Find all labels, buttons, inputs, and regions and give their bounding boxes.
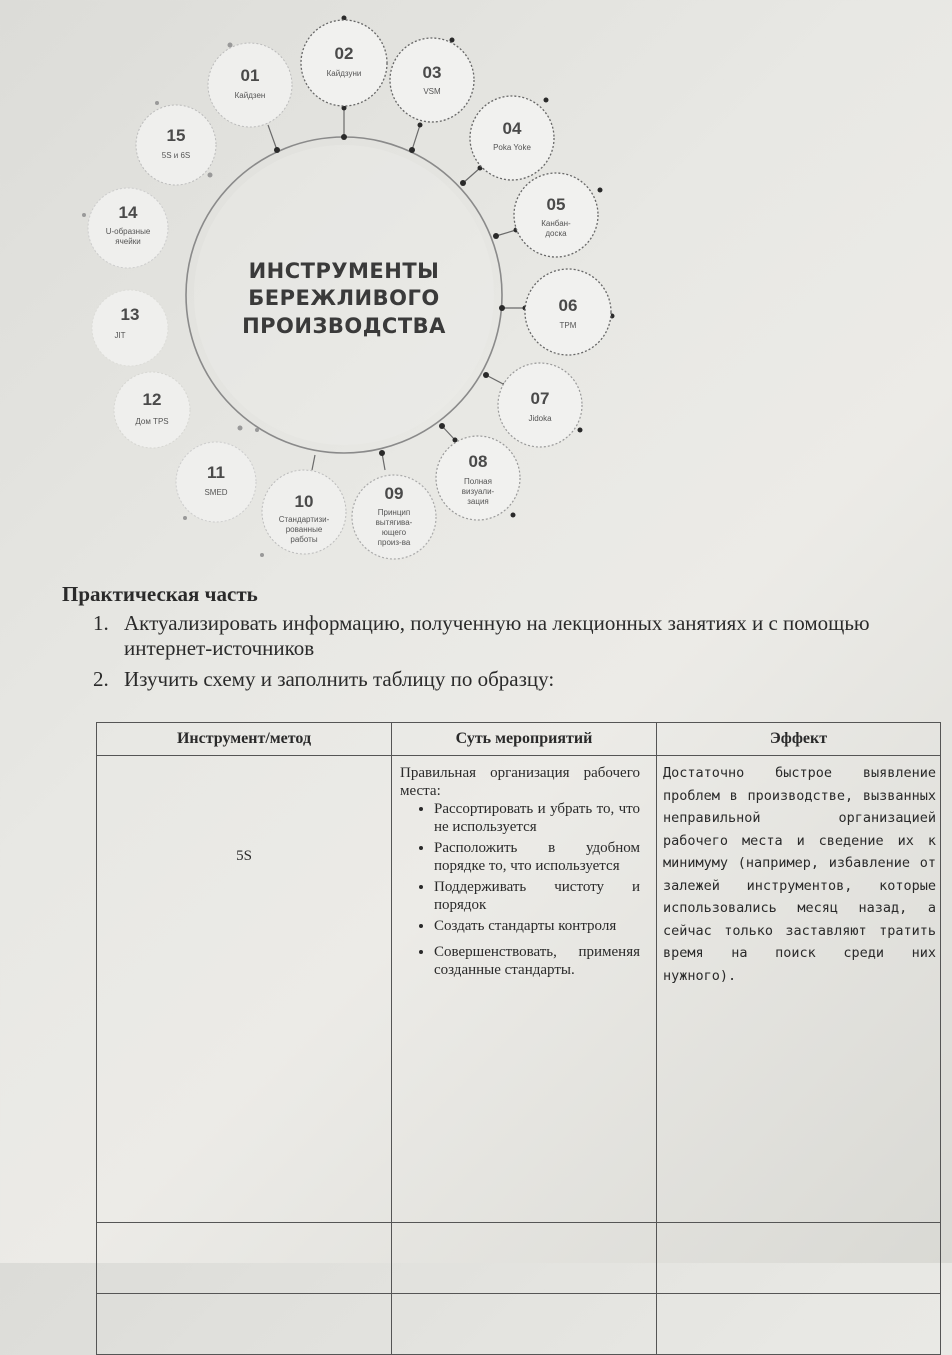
- svg-text:15: 15: [166, 126, 186, 145]
- node-13: [92, 290, 168, 366]
- node-14: [88, 188, 168, 268]
- cell-tool: 5S: [97, 756, 392, 1223]
- center-title-line1: ИНСТРУМЕНТЫ: [248, 259, 440, 283]
- practice-heading: Практическая часть: [62, 582, 258, 606]
- svg-text:11: 11: [207, 463, 225, 482]
- task-list: [62, 611, 942, 692]
- cell-effect: Достаточно быстрое выявление проблем в производстве, вызванных неправильной организацией рабочего места и сведение их к минимуму (например, избавление от залежей инструментов, которые использовались месяц назад, а сейчас только заставляют тратить время на поиск среди них нужного).: [657, 756, 941, 1223]
- essence-intro: Правильная организация рабочего места:: [400, 765, 640, 799]
- svg-text:13: 13: [120, 305, 140, 324]
- svg-text:вытягива-: вытягива-: [375, 518, 413, 527]
- empty-cell[interactable]: [392, 1223, 657, 1294]
- svg-text:10: 10: [294, 492, 314, 511]
- table-row: [97, 1294, 941, 1355]
- svg-text:12: 12: [142, 390, 162, 409]
- svg-text:TPM: TPM: [559, 321, 577, 330]
- svg-text:07: 07: [530, 389, 550, 408]
- svg-text:Полная: Полная: [464, 477, 492, 486]
- svg-text:Jidoka: Jidoka: [528, 414, 552, 423]
- svg-text:Принцип: Принцип: [377, 508, 411, 517]
- svg-text:08: 08: [468, 452, 488, 471]
- svg-text:произ-ва: произ-ва: [377, 538, 411, 547]
- svg-text:U-образные: U-образные: [105, 227, 151, 236]
- svg-text:Стандартизи-: Стандартизи-: [278, 515, 330, 524]
- empty-cell[interactable]: [97, 1223, 392, 1294]
- svg-text:доска: доска: [545, 229, 567, 238]
- center-title-line2: БЕРЕЖЛИВОГО: [248, 286, 440, 310]
- tools-table: [96, 722, 941, 1355]
- node-11: [176, 442, 256, 522]
- list-item: • Расположить в удобном порядке то, что используется: [434, 839, 640, 875]
- svg-text:Дом TPS: Дом TPS: [135, 417, 169, 426]
- lean-tools-diagram: [0, 0, 952, 590]
- svg-text:Кайдзуни: Кайдзуни: [326, 69, 362, 78]
- svg-text:работы: работы: [290, 535, 318, 544]
- list-item: • Создать стандарты контроля: [434, 917, 640, 935]
- svg-text:5S и 6S: 5S и 6S: [161, 151, 191, 160]
- header-essence: Суть мероприятий: [392, 723, 657, 756]
- table-row: [97, 756, 941, 1223]
- node-10: [262, 470, 346, 554]
- practice-section: [62, 582, 942, 698]
- node-09: [352, 475, 436, 559]
- node-05: [514, 173, 598, 257]
- center-title-line3: ПРОИЗВОДСТВА: [242, 314, 446, 338]
- node-15: [136, 105, 216, 185]
- node-12: [114, 372, 190, 448]
- list-item: • Поддерживать чистоту и порядок: [434, 878, 640, 914]
- svg-text:02: 02: [334, 44, 354, 63]
- empty-cell[interactable]: [392, 1294, 657, 1355]
- svg-text:05: 05: [546, 195, 566, 214]
- svg-text:ющего: ющего: [381, 528, 407, 537]
- cell-essence: [392, 756, 657, 1223]
- essence-list: [400, 800, 640, 979]
- table-row: [97, 1223, 941, 1294]
- svg-text:Кайдзен: Кайдзен: [234, 91, 266, 100]
- list-item: • Рассортировать и убрать то, что не используется: [434, 800, 640, 836]
- svg-text:Poka Yoke: Poka Yoke: [493, 143, 531, 152]
- header-effect: Эффект: [657, 723, 941, 756]
- svg-text:14: 14: [118, 203, 138, 222]
- svg-text:06: 06: [558, 296, 578, 315]
- svg-text:09: 09: [384, 484, 404, 503]
- node-01: [208, 43, 292, 127]
- empty-cell[interactable]: [657, 1294, 941, 1355]
- svg-text:зация: зация: [467, 497, 489, 506]
- list-item: • Совершенствовать, применяя созданные стандарты.: [434, 943, 640, 979]
- task-item: 1. Актуализировать информацию, полученную на лекционных занятиях и с помощью интернет-источников: [114, 611, 942, 661]
- empty-cell[interactable]: [97, 1294, 392, 1355]
- node-06: [525, 269, 611, 355]
- svg-text:01: 01: [240, 66, 260, 85]
- header-tool: Инструмент/метод: [97, 723, 392, 756]
- svg-text:визуали-: визуали-: [461, 487, 495, 496]
- node-02: [301, 20, 387, 106]
- svg-text:Канбан-: Канбан-: [541, 219, 571, 228]
- node-03: [390, 38, 474, 122]
- task-item: 2. Изучить схему и заполнить таблицу по образцу:: [114, 667, 942, 692]
- table-header-row: [97, 723, 941, 756]
- svg-text:JIT: JIT: [114, 331, 126, 340]
- node-07: [498, 363, 582, 447]
- svg-text:рованные: рованные: [285, 525, 323, 534]
- svg-text:SMED: SMED: [204, 488, 228, 497]
- node-04: [470, 96, 554, 180]
- svg-text:03: 03: [422, 63, 442, 82]
- node-08: [436, 436, 520, 520]
- svg-text:04: 04: [502, 119, 522, 138]
- svg-text:ячейки: ячейки: [115, 237, 141, 246]
- svg-text:VSM: VSM: [423, 87, 441, 96]
- empty-cell[interactable]: [657, 1223, 941, 1294]
